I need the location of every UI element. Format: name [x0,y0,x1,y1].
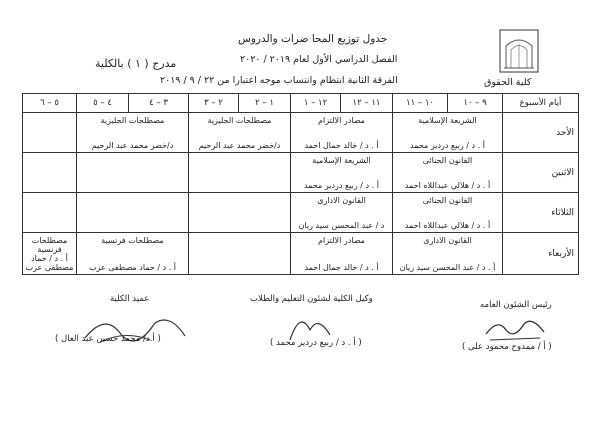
professor: أ . د / ربيع دردير محمد [410,141,485,150]
subject: مصطلحات الجليزية [100,116,165,125]
time-slot: ١٠ – ١١ [393,94,448,113]
subject: القانون الجنائى [422,196,473,205]
lecture-cell [393,193,503,233]
time-slot: ٥ – ٦ [23,94,77,113]
schedule-title: جدول توزيع المحا ضرات والدروس [238,33,388,45]
subject: الشريعة الإسلامية [418,116,477,125]
day-label: الاثنين [503,153,579,193]
time-slot: ٢ – ٣ [189,94,239,113]
subject: القانون الادارى [423,236,472,245]
subject: القانون الادارى [317,196,366,205]
semester-line: الفصل الدراسي الأول لعام ٢٠١٩ / ٢٠٢٠ [240,54,398,65]
university-logo-icon [496,28,542,74]
subject: مصادر الالتزام [318,236,365,245]
empty-cell [77,153,189,193]
college-name: كلية الحقوق [484,77,532,88]
professor: أ . د / حماد مصطفى عزب [88,263,177,272]
dean-name: ( أ.د/ محمد حسين عبد العال ) [55,334,161,344]
subject: مصطلحات فرنسية [101,236,164,245]
days-header: أيام الأسبوع [503,94,579,113]
signature-scribble-right [480,312,550,346]
empty-cell [189,153,291,193]
level-line: الفرقة الثانية انتظام وانتساب موجه اعتبارا من ٢٢ / ٩ / ٢٠١٩ [160,75,398,86]
empty-cell [23,113,77,153]
professor: أ . د / هلالي عبداللاه احمد [404,181,491,190]
table-row [23,113,579,153]
head-affairs-name: ( أ / ممدوح محمود على ) [462,342,552,352]
time-slot: ٣ – ٤ [129,94,189,113]
lecture-cell [77,233,189,275]
lecture-cell [393,233,503,275]
professor: د/خضر محمد عبد الرحيم [91,141,174,150]
subject: الشريعة الإسلامية [312,156,371,165]
lecture-cell [291,113,393,153]
time-slot: ١٢ – ١ [291,94,341,113]
subject: مصادر الالتزام [318,116,365,125]
subject: مصطلحات فرنسية [31,236,68,254]
professor: د/خضر محمد عبد الرحيم [198,141,281,150]
dean-title: عميد الكلية [110,294,150,304]
professor: أ . د / خالد جمال احمد [304,141,379,150]
schedule-table [22,93,579,275]
table-row [23,233,579,275]
empty-cell [23,153,77,193]
professor: أ . د / حماد مصطفى عزب [25,254,74,272]
vice-dean-name: ( أ . د / ربيع دردير محمد ) [270,338,362,348]
lecture-cell [291,153,393,193]
empty-cell [189,193,291,233]
lecture-cell [291,193,393,233]
hall-label: مدرج ( ١ ) بالكلية [95,57,177,70]
lecture-cell [77,113,189,153]
head-affairs-title: رئيس الشئون العامه [480,300,552,310]
day-label: الأحد [503,113,579,153]
empty-cell [189,233,291,275]
lecture-cell [291,233,393,275]
time-slot: ٩ – ١٠ [448,94,503,113]
professor: د / عبد المحسن سيد ريان [298,221,385,230]
lecture-cell [189,113,291,153]
subject: القانون الجنائى [422,156,473,165]
time-slot: ١ – ٢ [239,94,291,113]
professor: أ . د / خالد جمال احمد [304,263,379,272]
lecture-cell [393,153,503,193]
header-row [23,94,579,113]
day-label: الأربعاء [503,233,579,275]
empty-cell [77,193,189,233]
lecture-cell [23,233,77,275]
lecture-cell [393,113,503,153]
professor: أ . د / عبد المحسن سيد ريان [399,263,496,272]
day-label: الثلاثاء [503,193,579,233]
empty-cell [23,193,77,233]
professor: أ . د / ربيع دردير محمد [304,181,379,190]
vice-dean-title: وكيل الكلية لشئون التعليم والطلاب [250,294,373,304]
time-slot: ١١ – ١٢ [341,94,393,113]
time-slot: ٤ – ٥ [77,94,129,113]
table-row [23,193,579,233]
subject: مصطلحات الجليزية [207,116,272,125]
table-row [23,153,579,193]
professor: أ . د / هلالي عبداللاه احمد [404,221,491,230]
